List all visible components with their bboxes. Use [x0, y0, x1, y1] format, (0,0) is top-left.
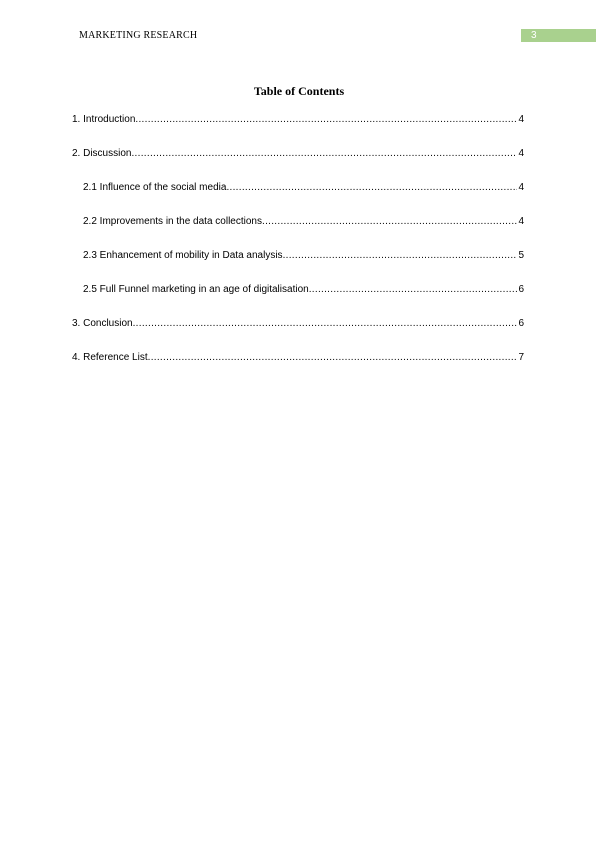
toc-entry-data-collections[interactable] [83, 215, 524, 229]
toc-entry-introduction[interactable] [72, 113, 524, 127]
toc-dot-leader [135, 113, 517, 127]
toc-entry-page: 7 [518, 352, 524, 363]
toc-entry-label: 3. Conclusion [72, 318, 133, 329]
toc-entry-label: 2.1 Influence of the social media [83, 182, 227, 193]
toc-entry-page: 4 [518, 216, 524, 227]
toc-heading: Table of Contents [253, 84, 345, 98]
toc-dot-leader [133, 317, 518, 331]
toc-dot-leader [262, 215, 517, 229]
toc-entry-conclusion[interactable] [72, 317, 524, 331]
toc-entry-label: 2.2 Improvements in the data collections [83, 216, 262, 227]
toc-dot-leader [131, 147, 517, 161]
toc-entry-social-media[interactable] [83, 181, 524, 195]
toc-dot-leader [309, 283, 518, 297]
toc-entry-page: 6 [518, 318, 524, 329]
toc-entry-page: 4 [518, 182, 524, 193]
toc-entry-label: 1. Introduction [72, 114, 136, 125]
toc-dot-leader [226, 181, 517, 195]
toc-entry-label: 2.3 Enhancement of mobility in Data analysis [83, 250, 283, 261]
toc-dot-leader [148, 351, 518, 365]
toc-entry-page: 4 [518, 148, 524, 159]
toc-dot-leader [283, 249, 518, 263]
toc-entry-discussion[interactable] [72, 147, 524, 161]
toc-entry-label: 2. Discussion [72, 148, 132, 159]
toc-entry-reference-list[interactable] [72, 351, 524, 365]
page-number-badge: 3 [521, 29, 596, 42]
toc-entry-page: 6 [518, 284, 524, 295]
toc-entry-page: 5 [518, 250, 524, 261]
toc-entry-page: 4 [518, 114, 524, 125]
toc-entry-full-funnel[interactable] [83, 283, 524, 297]
toc-entry-label: 4. Reference List [72, 352, 148, 363]
toc-entry-label: 2.5 Full Funnel marketing in an age of digitalisation [83, 284, 309, 295]
toc-entry-mobility[interactable] [83, 249, 524, 263]
header-title: MARKETING RESEARCH [79, 30, 198, 41]
